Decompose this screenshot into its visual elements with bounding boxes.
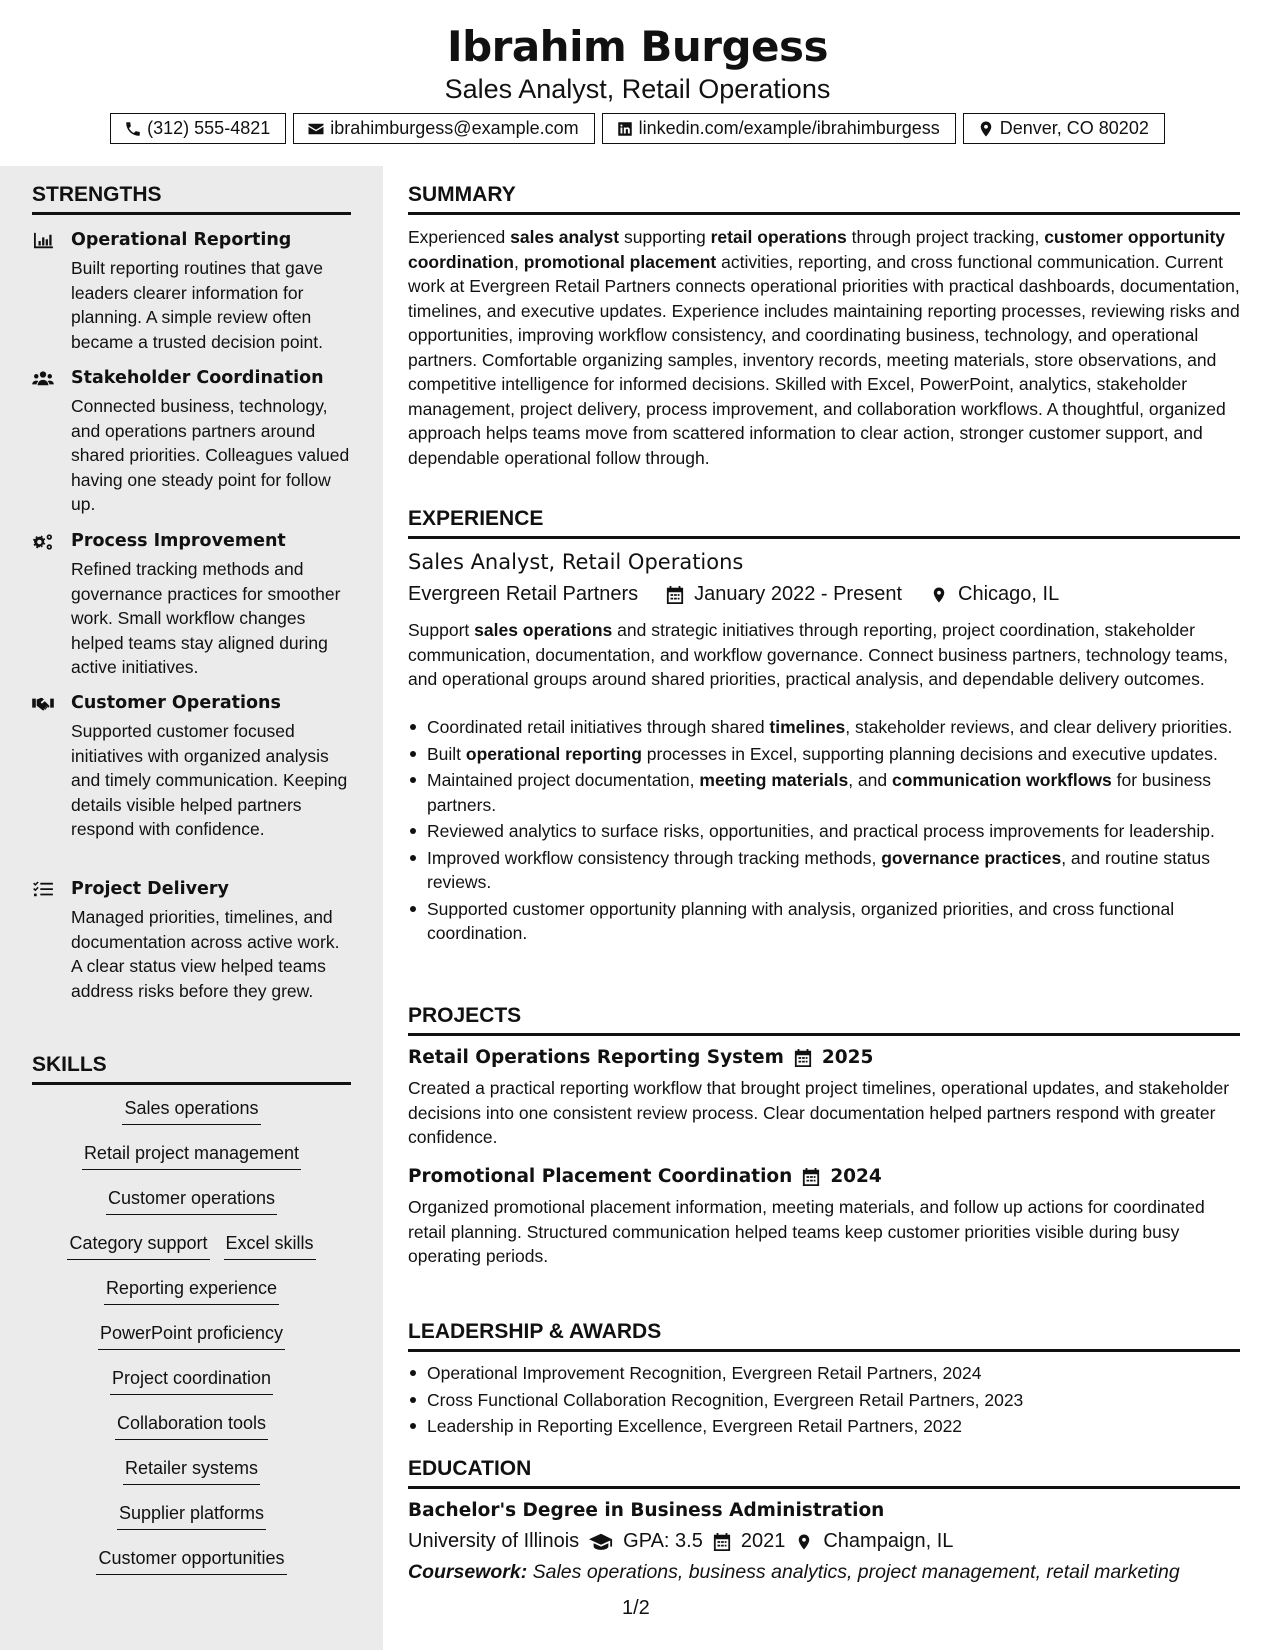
graduation-year: 2021	[740, 1530, 786, 1552]
list-item: Maintained project documentation, meeting materials, and communication workflows for business partners.	[408, 768, 1240, 817]
strength-desc: Refined tracking methods and governance practices for smoother work. Small workflow changes helped teams stay aligned during active initiatives.	[71, 559, 341, 677]
project-desc: Organized promotional placement information, meeting materials, and follow up actions for coordinated retail planning. Structured communication helped teams keep customer priorities visible during busy operating periods.	[408, 1197, 1205, 1266]
phone-icon	[124, 120, 142, 138]
skill-row	[32, 1368, 351, 1413]
contact-email[interactable]	[293, 113, 594, 144]
summary-text: Experienced sales analyst supporting retail operations through project tracking, customer opportunity coordination, promotional placement activities, reporting, and cross functional communication. Current work at Evergreen Retail Partners connects operational priorities with practical dashboards, documentation, timelines, and executive updates. Experience includes maintaining reporting processes, reviewing risks and opportunities, improving workflow consistency, and coordinating business, technology, and operational partners. Comfortable organizing samples, inventory records, meeting materials, store observations, and competitive intelligence for informed decisions. Skilled with Excel, PowerPoint, analytics, stakeholder management, project delivery, process improvement, and collaboration workflows. A thoughtful, organized approach helps teams move from scattered information to clear action, stronger customer support, and dependable operational follow through.	[408, 227, 1240, 468]
strength-title: Process Improvement	[71, 531, 286, 551]
list-item: Improved workflow consistency through tracking methods, governance practices, and routine status reviews.	[408, 846, 1240, 895]
resume-header	[0, 0, 1275, 166]
calendar-icon	[794, 1048, 812, 1068]
linkedin-icon	[616, 120, 634, 138]
skill-row	[32, 1548, 351, 1593]
list-item: Cross Functional Collaboration Recognition, Evergreen Retail Partners, 2023	[408, 1388, 1240, 1413]
project-year: 2025	[821, 1047, 874, 1068]
project-title: Retail Operations Reporting System 2025	[408, 1047, 874, 1068]
map-pin-icon	[977, 120, 995, 138]
strength-desc: Built reporting routines that gave leaders clearer information for planning. A simple review often became a trusted decision point.	[71, 258, 323, 352]
strengths-heading: STRENGTHS	[32, 183, 351, 215]
skill-tag: Excel skills	[224, 1233, 316, 1260]
bar-chart-icon	[32, 232, 56, 252]
skill-row	[32, 1278, 351, 1323]
list-item: Coordinated retail initiatives through shared timelines, stakeholder reviews, and clear delivery priorities.	[408, 715, 1240, 740]
skill-tag: PowerPoint proficiency	[98, 1323, 285, 1350]
summary-heading: SUMMARY	[408, 183, 1240, 215]
skill-tag: Project coordination	[110, 1368, 273, 1395]
list-item: Leadership in Reporting Excellence, Evergreen Retail Partners, 2022	[408, 1414, 1240, 1439]
calendar-icon	[802, 1167, 820, 1187]
skill-tag: Collaboration tools	[115, 1413, 268, 1440]
job-intro: Support sales operations and strategic initiatives through reporting, project coordination, stakeholder communication, documentation, and workflow governance. Connect business partners, technology teams, and operational groups around shared priorities, practical analysis, and dependable delivery outcomes.	[408, 620, 1229, 689]
checklist-icon	[32, 881, 56, 901]
list-item: Supported customer opportunity planning with analysis, organized priorities, and cross functional coordination.	[408, 897, 1240, 946]
skill-tag: Retailer systems	[123, 1458, 260, 1485]
skill-row	[32, 1503, 351, 1548]
users-icon	[32, 370, 56, 390]
location-text: Denver, CO 80202	[999, 118, 1149, 138]
project-title: Promotional Placement Coordination 2024	[408, 1166, 882, 1187]
calendar-icon	[666, 585, 684, 605]
projects-heading: PROJECTS	[408, 1004, 1240, 1036]
cogs-icon	[32, 533, 56, 553]
experience-heading: EXPERIENCE	[408, 507, 1240, 539]
contact-linkedin[interactable]	[602, 113, 956, 144]
job-bullets	[408, 715, 1240, 948]
map-pin-icon	[795, 1532, 813, 1552]
leadership-heading: LEADERSHIP & AWARDS	[408, 1320, 1240, 1352]
skills-heading: SKILLS	[32, 1053, 351, 1085]
calendar-icon	[713, 1532, 731, 1552]
coursework: Coursework: Sales operations, business analytics, project management, retail marketing	[408, 1561, 1180, 1583]
skill-row	[32, 1323, 351, 1368]
handshake-icon	[32, 695, 56, 715]
list-item: Built operational reporting processes in Excel, supporting planning decisions and executive updates.	[408, 742, 1240, 767]
skill-row	[32, 1233, 351, 1278]
contact-bar	[0, 113, 1275, 144]
strength-desc: Supported customer focused initiatives with organized analysis and timely communication. Keeping details visible helped partners respond with confidence.	[71, 721, 348, 839]
strength-title: Stakeholder Coordination	[71, 368, 324, 388]
skill-tag: Customer operations	[106, 1188, 277, 1215]
job-title: Sales Analyst, Retail Operations	[408, 550, 744, 574]
strength-title: Operational Reporting	[71, 230, 292, 250]
skill-tag: Category support	[67, 1233, 209, 1260]
education-meta	[408, 1530, 953, 1553]
graduation-cap-icon	[589, 1532, 613, 1552]
list-item: Operational Improvement Recognition, Evergreen Retail Partners, 2024	[408, 1361, 1240, 1386]
education-heading: EDUCATION	[408, 1457, 1240, 1489]
skill-row	[32, 1188, 351, 1233]
skill-tag: Customer opportunities	[96, 1548, 286, 1575]
skill-tag: Retail project management	[82, 1143, 301, 1170]
map-pin-icon	[930, 585, 948, 605]
project-year: 2024	[830, 1166, 882, 1187]
page-number: 1/2	[622, 1597, 650, 1619]
email-text: ibrahimburgess@example.com	[330, 118, 579, 138]
awards-list	[408, 1361, 1240, 1441]
gpa: GPA: 3.5	[623, 1530, 703, 1552]
contact-location[interactable]	[963, 113, 1165, 144]
skill-tag: Supplier platforms	[117, 1503, 266, 1530]
skill-row	[32, 1458, 351, 1503]
linkedin-text: linkedin.com/example/ibrahimburgess	[638, 118, 940, 138]
list-item: Reviewed analytics to surface risks, opportunities, and practical process improvements for leadership.	[408, 819, 1240, 844]
strength-title: Customer Operations	[71, 693, 281, 713]
phone-text: (312) 555-4821	[147, 118, 271, 138]
school-location: Champaign, IL	[823, 1530, 954, 1552]
project-desc: Created a practical reporting workflow that brought project timelines, operational updates, and stakeholder decisions into one consistent review process. Clear documentation helped partners respond with greater confidence.	[408, 1078, 1230, 1147]
company-name: Evergreen Retail Partners	[408, 583, 639, 605]
skill-row	[32, 1098, 351, 1143]
job-dates: January 2022 - Present	[694, 583, 903, 605]
skill-row	[32, 1143, 351, 1188]
skill-row	[32, 1413, 351, 1458]
school-name: University of Illinois	[408, 1530, 580, 1552]
candidate-title: Sales Analyst, Retail Operations	[444, 74, 831, 104]
strength-desc: Connected business, technology, and operations partners around shared priorities. Colleagues valued having one steady point for follow up.	[71, 396, 350, 514]
envelope-icon	[307, 120, 325, 138]
skills-list	[32, 1098, 351, 1593]
strength-desc: Managed priorities, timelines, and documentation across active work. A clear status view helped teams address risks before they grew.	[71, 907, 340, 1001]
candidate-name: Ibrahim Burgess	[446, 22, 829, 71]
skill-tag: Sales operations	[122, 1098, 260, 1125]
job-meta	[408, 583, 1059, 606]
skill-tag: Reporting experience	[104, 1278, 279, 1305]
job-location: Chicago, IL	[958, 583, 1060, 605]
contact-phone[interactable]	[110, 113, 286, 144]
degree-title: Bachelor's Degree in Business Administration	[408, 1500, 885, 1521]
strength-title: Project Delivery	[71, 879, 229, 899]
